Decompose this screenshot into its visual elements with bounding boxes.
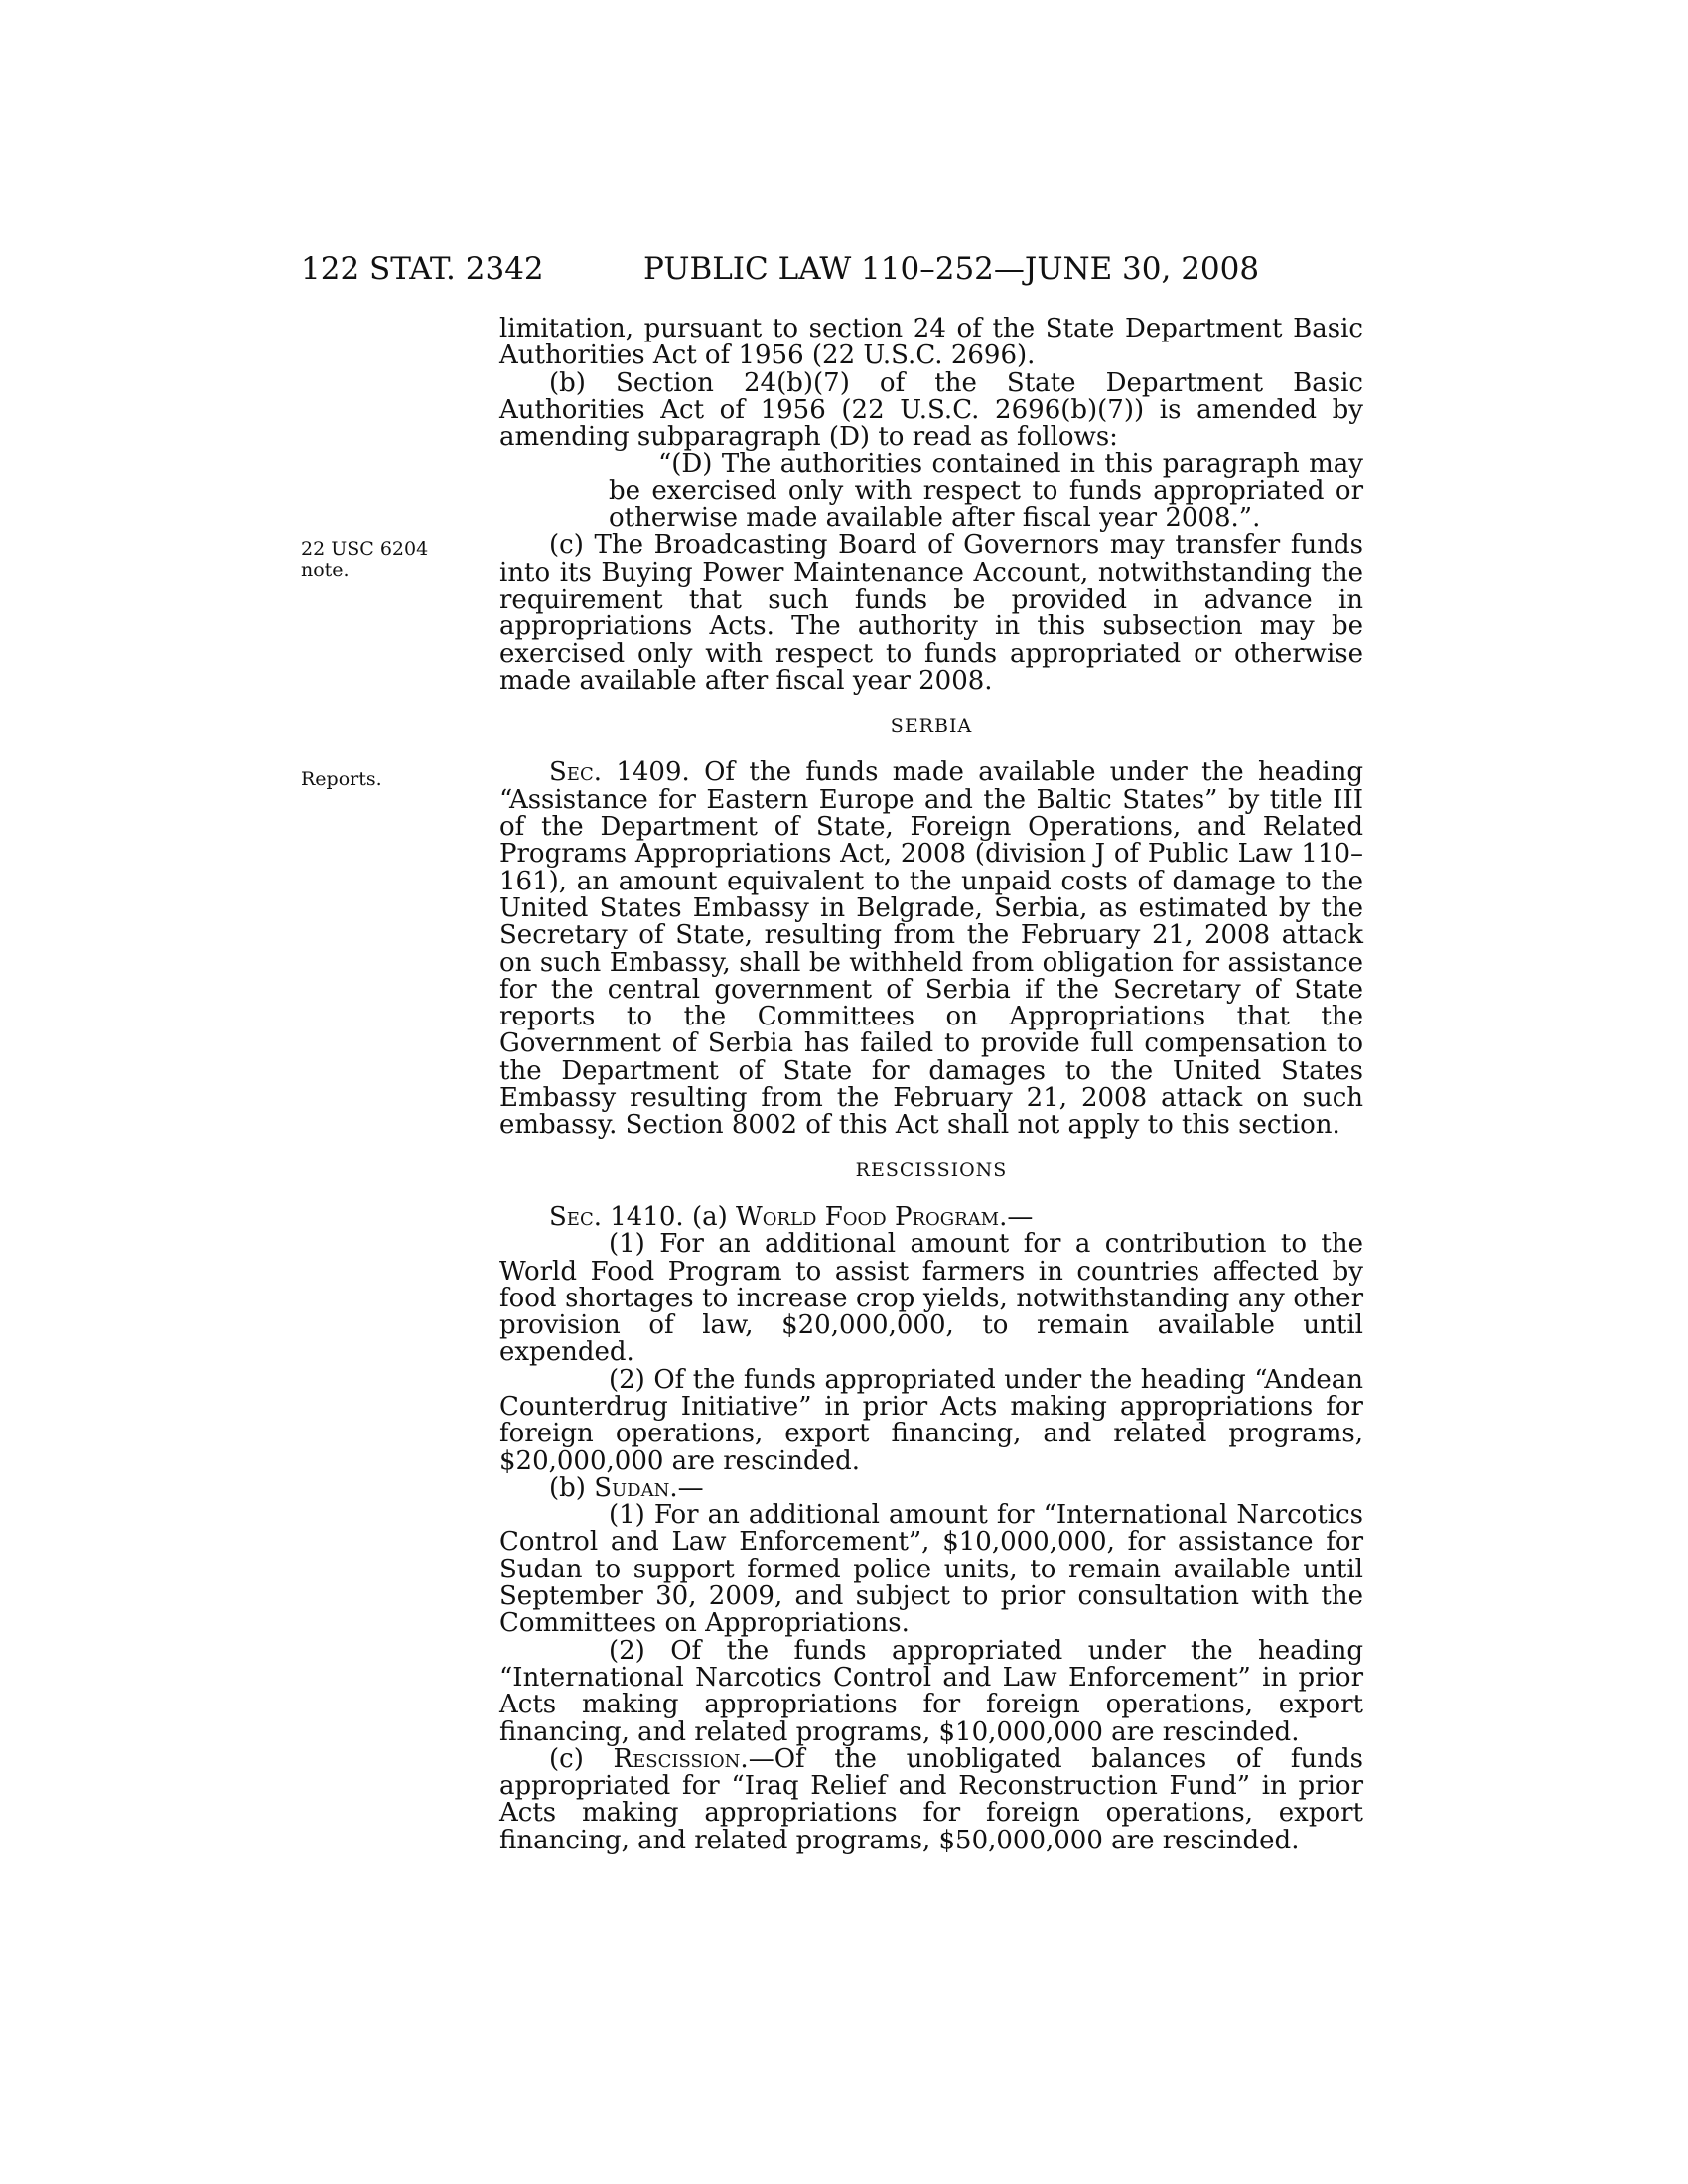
- section-1409: [499, 759, 1363, 1139]
- margin-note-usc-line2: note.: [301, 559, 350, 581]
- paragraph-a1: (1) For an additional amount for a contribution to the World Food Program to assist farmers in countries affected by food shortages to increase crop yields, notwithstanding any other provision of law, $20,000,000, to remain available until expended.: [499, 1229, 1363, 1368]
- sudan-label: Sudan.: [594, 1472, 678, 1503]
- subsection-a-prefix: (a): [683, 1201, 737, 1232]
- margin-note-usc: [301, 539, 428, 581]
- document-body: [499, 316, 1363, 1854]
- section-1410-heading: [499, 1201, 1363, 1232]
- paragraph-limitation: limitation, pursuant to section 24 of the State Department Basic Authorities Act of 1956 (22 U.S.C. 2696).: [499, 314, 1363, 371]
- paragraph-b: (b) Section 24(b)(7) of the State Department Basic Authorities Act of 1956 (22 U.S.C. 2696(b)(7)) is amended by amending subparagraph (D) to read as follows:: [499, 367, 1363, 453]
- paragraph-a2: (2) Of the funds appropriated under the heading “Andean Counterdrug Initiative” in prior Acts making appropriations for foreign operations, export financing, and related programs, $20,000,000 are rescinded.: [499, 1364, 1363, 1476]
- section-1409-text: Of the funds made available under the heading “Assistance for Eastern Europe and the Baltic States” by title III of the Department of State, Foreign Operations, and Related Programs Appropriations Act, 2008 (division J of Public Law 110–161), an amount equivalent to the unpaid costs of damage to the United States Embassy in Belgrade, Serbia, as estimated by the Secretary of State, resulting from the February 21, 2008 attack on such Embassy, shall be withheld from obligation for assistance for the central government of Serbia if the Secretary of State reports to the Committees on Appropriations that the Government of Serbia has failed to provide full compensation to the Department of State for damages to the United States Embassy resulting from the February 21, 2008 attack on such embassy. Section 8002 of this Act shall not apply to this section.: [499, 757, 1363, 1141]
- heading-serbia: SERBIA: [890, 715, 973, 738]
- public-law-title: PUBLIC LAW 110–252—JUNE 30, 2008: [643, 251, 1260, 287]
- subsection-c-prefix: (c): [549, 1743, 614, 1774]
- quoted-subparagraph-d: “(D) The authorities contained in this paragraph may be exercised only with respect to funds appropriated or otherwise made available after fiscal year 2008.”.: [609, 449, 1363, 534]
- dash-a: —: [1007, 1201, 1034, 1232]
- paragraph-b1: (1) For an additional amount for “International Narcotics Control and Law Enforcement”, $10,000,000, for assistance for Sudan to support formed police units, to remain available until September 30, 2009, and subject to prior consultation with the Committees on Appropriations.: [499, 1500, 1363, 1639]
- margin-note-usc-line1: 22 USC 6204: [301, 538, 429, 560]
- world-food-program-label: World Food Program.: [736, 1201, 1008, 1232]
- section-1410-label: Sec. 1410.: [549, 1201, 684, 1232]
- rescission-label: Rescission.: [613, 1743, 749, 1774]
- subsection-c-text: —Of the unobligated balances of funds appropriated for “Iraq Relief and Reconstruction Fund” in prior Acts making appropriations for foreign operations, export financing, and related programs, $50,000,000 are rescinded.: [499, 1743, 1363, 1855]
- margin-note-reports: Reports.: [301, 768, 382, 790]
- dash-b: —: [677, 1472, 704, 1503]
- subsection-c-rescission: [499, 1743, 1363, 1855]
- paragraph-b2: (2) Of the funds appropriated under the heading “International Narcotics Control and Law Enforcement” in prior Acts making appropriations for foreign operations, export financing, and related programs, $10,000,000 are rescinded.: [499, 1635, 1363, 1747]
- heading-rescissions: RESCISSIONS: [855, 1159, 1008, 1181]
- statute-page-number: 122 STAT. 2342: [301, 251, 544, 287]
- subsection-b-heading: [499, 1472, 1363, 1503]
- section-1409-label: Sec. 1409.: [549, 757, 690, 788]
- paragraph-c-broadcasting: (c) The Broadcasting Board of Governors may transfer funds into its Buying Power Maintenance Account, notwithstanding the requirement that such funds be provided in advance in appropriations Acts. The authority in this subsection may be exercised only with respect to funds appropriated or otherwise made available after fiscal year 2008.: [499, 530, 1363, 696]
- subsection-b-prefix: (b): [549, 1472, 595, 1503]
